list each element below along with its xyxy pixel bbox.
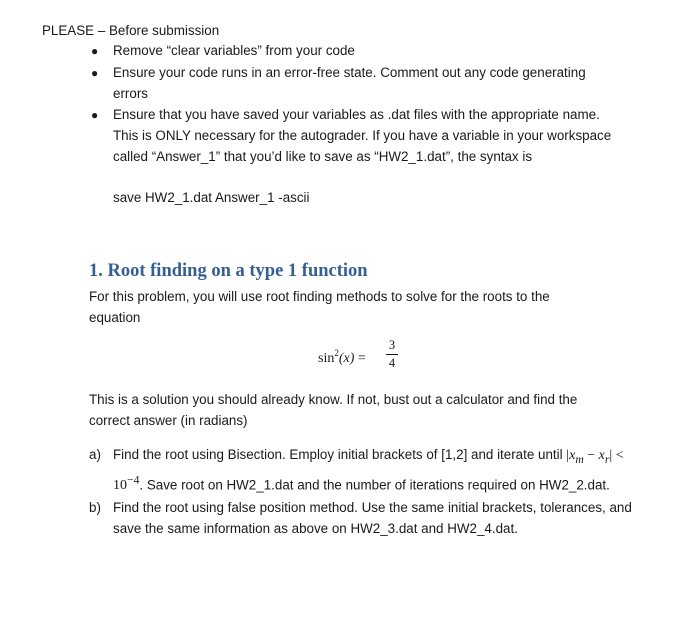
checklist-item-text: Ensure that you have saved your variables as .dat files with the appropriate name. This is ONLY necessary for the autograder. If you have a variable in your workspace called “Answer_1” that you’d like to save as “HW2_1.dat”, the syntax is [113, 107, 612, 164]
section-intro: For this problem, you will use root finding methods to solve for the roots to the equation [89, 289, 550, 325]
submission-heading: PLEASE – Before submission [42, 23, 220, 38]
tolerance-expression: $|x_m - x_r| < 10^{-4}$ [113, 448, 624, 494]
checklist-item [0, 41, 613, 62]
part-b [89, 497, 649, 539]
part-a [89, 444, 649, 496]
fraction-numerator: 3 [388, 338, 396, 352]
fraction [386, 338, 398, 371]
checklist-item-text: Ensure your code runs in an error-free state. Comment out any code generating errors [113, 64, 586, 101]
problem-parts [89, 444, 649, 540]
checklist-item-text: Remove “clear variables” from your code [113, 43, 355, 58]
fraction-denominator: 4 [388, 356, 396, 370]
eq-arg: (x) [338, 351, 355, 366]
checklist-item [0, 63, 613, 105]
save-command-example: save HW2_1.dat Answer_1 -ascii [113, 190, 310, 205]
section-title: 1. Root finding on a type 1 function [89, 261, 368, 281]
bullet-icon: ● [91, 44, 99, 58]
bullet-icon: ● [91, 65, 99, 80]
eq-func: sin [318, 351, 335, 366]
eq-power: 2 [334, 348, 339, 358]
checklist-item [0, 105, 613, 167]
part-marker: b) [89, 500, 101, 516]
part-a-text-after: . Save root on HW2_1.dat and the number of iterations required on HW2_2.dat. [139, 477, 610, 493]
submission-checklist [0, 41, 685, 169]
fraction-bar [386, 354, 398, 355]
part-b-text: Find the root using false position method. Use the same initial brackets, tolerances, and save the same information as above on HW2_3.dat and HW2_4.dat. [113, 500, 632, 537]
part-marker: a) [89, 447, 101, 462]
solution-note: This is a solution you should already know. If not, bust out a calculator and find the correct answer (in radians) [89, 392, 578, 428]
equation-lhs [318, 348, 366, 367]
bullet-icon: ● [91, 108, 99, 123]
part-a-text-before: Find the root using Bisection. Employ initial brackets of [1,2] and iterate until [113, 447, 567, 462]
eq-equals: = [357, 351, 366, 366]
